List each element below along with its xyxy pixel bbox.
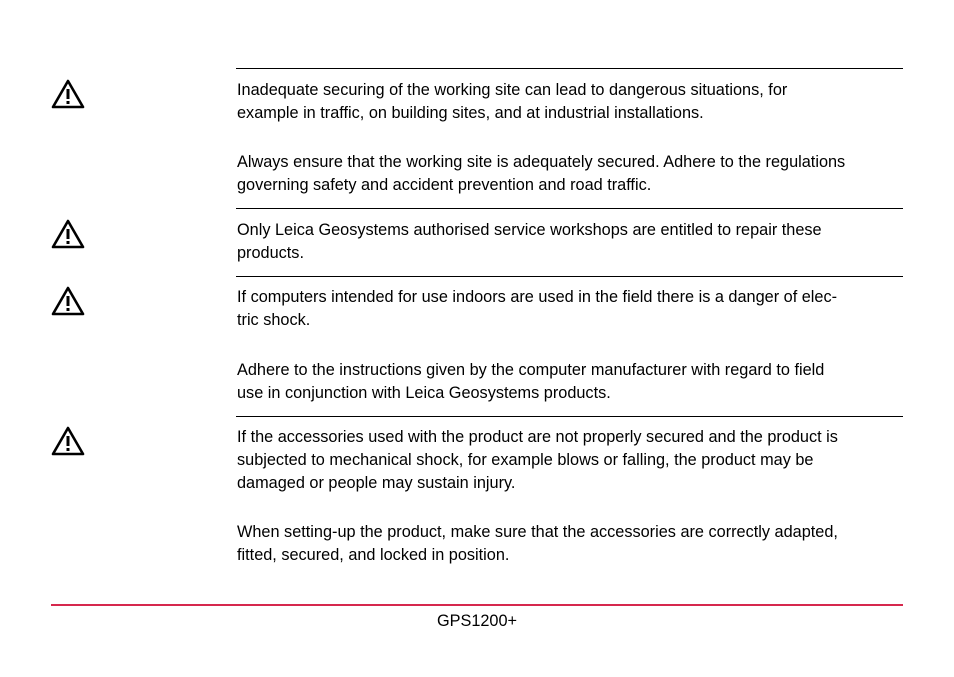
warning-2-description: Only Leica Geosystems authorised service workshops are entitled to repair these products. <box>237 221 822 262</box>
warning-3-description: If computers intended for use indoors are used in the field there is a danger of elec- tric shock. <box>237 288 838 329</box>
warning-triangle-icon <box>51 426 85 456</box>
warning-triangle-icon <box>51 79 85 109</box>
warning-3-countermeasure: Adhere to the instructions given by the computer manufacturer with regard to field use in conjunction with Leica Geosystems products. <box>237 361 825 402</box>
section-divider <box>236 68 903 69</box>
footer-divider <box>51 604 903 606</box>
footer-product-name: GPS1200+ <box>436 612 518 630</box>
warning-1-description: Inadequate securing of the working site can lead to dangerous situations, for example in traffic, on building sites, and at industrial installations. <box>237 81 788 122</box>
section-divider <box>236 208 903 209</box>
warning-4-countermeasure: When setting-up the product, make sure that the accessories are correctly adapted, fitted, secured, and locked in position. <box>237 523 838 564</box>
warning-triangle-icon <box>51 286 85 316</box>
section-divider <box>236 276 903 277</box>
section-divider <box>236 416 903 417</box>
warning-1-countermeasure: Always ensure that the working site is adequately secured. Adhere to the regulations governing safety and accident prevention and road traffic. <box>237 153 846 194</box>
warning-4-description: If the accessories used with the product are not properly secured and the product is subjected to mechanical shock, for example blows or falling, the product may be damaged or people may sustain injury. <box>237 428 838 492</box>
warning-triangle-icon <box>51 219 85 249</box>
